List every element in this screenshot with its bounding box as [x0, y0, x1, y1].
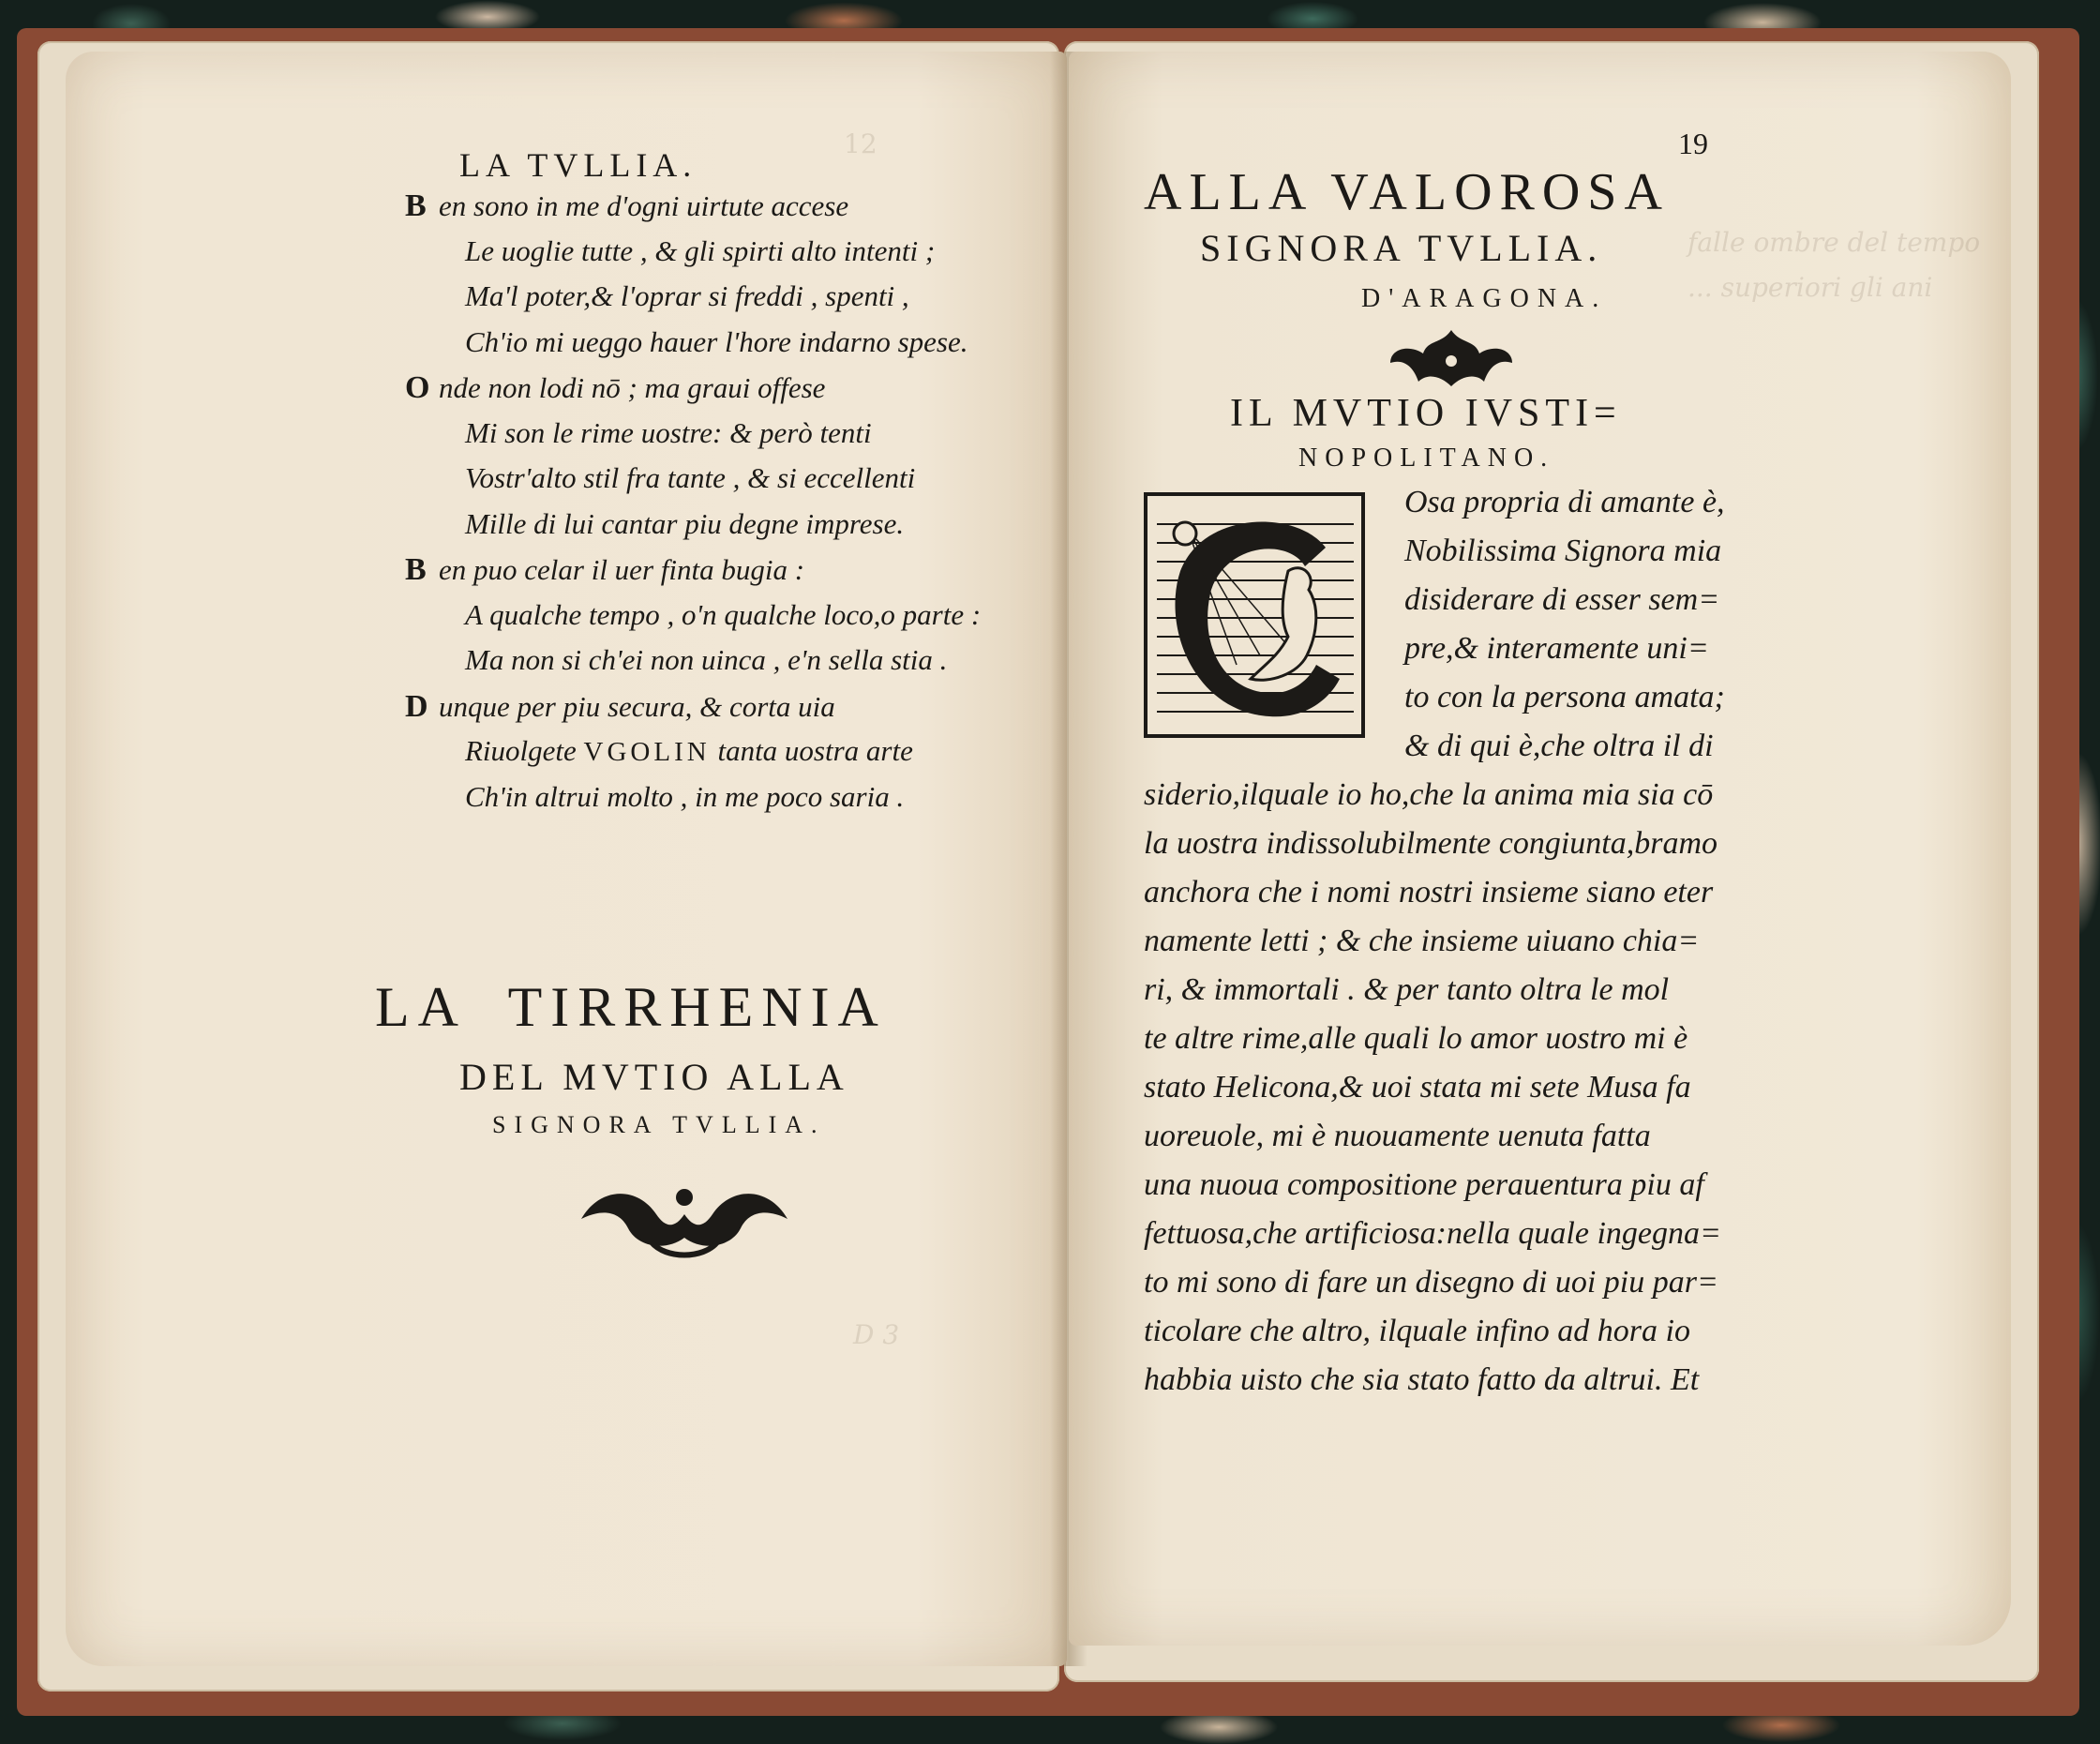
- drop-initial: D: [405, 688, 428, 724]
- prose-line: habbia uisto che sia stato fatto da altrui. Et: [1144, 1362, 1700, 1397]
- sonnet-line: Le uoglie tutte , & gli spirti alto intenti ;: [465, 233, 936, 267]
- running-header: LA TVLLIA.: [459, 146, 698, 184]
- prose-line: ri, & immortali . & per tanto oltra le mol: [1144, 972, 1670, 1007]
- drop-initial: O: [405, 370, 430, 405]
- sonnet-line: Ma'l poter,& l'oprar si freddi , spenti ,: [465, 279, 909, 312]
- sonnet-line: Vostr'alto stil fra tante , & si eccellenti: [465, 461, 916, 494]
- prose-line: to mi sono di fare un disegno di uoi piu par=: [1144, 1265, 1718, 1300]
- drop-initial: B: [405, 552, 427, 587]
- author-heading-2: NOPOLITANO.: [1298, 444, 1555, 473]
- smallcaps-name: VGOLIN: [583, 737, 711, 767]
- prose-line: Osa propria di amante è,: [1404, 485, 1725, 519]
- section-title: LA TIRRHENIA: [375, 976, 887, 1038]
- sonnet-line: B en puo celar il uer finta bugia :: [405, 552, 805, 587]
- dedication-subtitle: SIGNORA TVLLIA.: [1200, 227, 1603, 269]
- prose-line: disiderare di esser sem=: [1404, 582, 1720, 617]
- prose-line: stato Helicona,& uoi stata mi sete Musa fa: [1144, 1070, 1691, 1105]
- dedication-prose: [1144, 485, 1894, 1411]
- sonnet-line: Riuolgete VGOLIN tanta uostra arte: [465, 734, 913, 767]
- sonnet: [405, 188, 1039, 825]
- prose-line: uoreuole, mi è nuouamente uenuta fatta: [1144, 1119, 1651, 1153]
- dedication-title: ALLA VALOROSA: [1144, 163, 1670, 221]
- dedication-subtitle-2: D'ARAGONA.: [1361, 284, 1608, 313]
- sonnet-line: Ch'io mi ueggo hauer l'hore indarno spese.: [465, 324, 968, 358]
- sonnet-line: B en sono in me d'ogni uirtute accese: [405, 188, 849, 223]
- drop-initial: B: [405, 188, 427, 223]
- left-page: 12 D 3 LA TVLLIA. B en sono in me d'ogni uirtute accese Le uoglie tutte , & gli spirti alto intenti ; Ma'l poter,& l'oprar si freddi , spenti , Ch'io mi ueggo hauer l'hore indarno spese. O nde non lodi nō ; ma graui offese Mi son le rime uostre: & però tenti Vostr'alto stil fra tante , & si eccellenti Mille di lui cantar piu degne imprese. B en puo celar il uer finta bugia : A qualche tempo , o'n qualche loco,o parte : Ma non si ch'ei non uinca , e'n sella stia . D unque per piu secura, & corta uia Riuolgete VGOLIN tanta uostra arte Ch'in altrui molto , in me poco saria . LA TIRRHENIA DEL MVTIO ALLA SIGNORA TVLLIA.: [66, 52, 1067, 1666]
- prose-line: to con la persona amata;: [1404, 680, 1725, 714]
- sonnet-line: Mi son le rime uostre: & però tenti: [465, 415, 872, 449]
- sonnet-line: Mille di lui cantar piu degne imprese.: [465, 506, 905, 540]
- prose-line: Nobilissima Signora mia: [1404, 534, 1722, 568]
- ornament-fleuron-icon: [572, 1177, 797, 1261]
- right-page: falle ombre del tempo ... superiori gli ani 19 ALLA VALOROSA SIGNORA TVLLIA. D'ARAGONA. IL MVTIO IVSTI= NOPOLITANO. Osa propria di amante è, Nobilissima Signora mia disiderare di esser sem= pre,& interamente uni= to con la persona amata; & di qui è,che oltra il di siderio,ilquale io ho,che la anima mia sia cō la uostra indissolubilmente congiunta,bramo anchora che i nomi nostri insieme siano eter namente letti ; & che insieme uiuano chia= ri, & immortali . & per tanto oltra le mol te altre rime,alle quali lo amor uostro mi è stato Helicona,& uoi stata mi sete Musa fa uoreuole, mi è nuouamente uenuta fatta una nuoua compositione perauentura piu af fettuosa,che artificiosa:nella quale ingegna= to mi sono di fare un disegno di uoi piu par= ticolare che altro, ilquale infino ad hora io habbia uisto che sia stato fatto da altrui. Et: [1069, 52, 2011, 1646]
- section-subtitle-2: SIGNORA TVLLIA.: [492, 1111, 826, 1138]
- page-number: 19: [1678, 127, 1708, 160]
- prose-line: anchora che i nomi nostri insieme siano eter: [1144, 875, 1714, 910]
- sonnet-line: Ch'in altrui molto , in me poco saria .: [465, 779, 905, 813]
- section-subtitle: DEL MVTIO ALLA: [459, 1056, 849, 1098]
- author-heading: IL MVTIO IVSTI=: [1230, 392, 1622, 435]
- ornament-leaf-icon: [1386, 325, 1517, 391]
- prose-line: ticolare che altro, ilquale infino ad hora io: [1144, 1314, 1690, 1348]
- prose-line: siderio,ilquale io ho,che la anima mia sia cō: [1144, 777, 1714, 812]
- prose-line: pre,& interamente uni=: [1404, 631, 1709, 666]
- prose-line: namente letti ; & che insieme uiuano chia=: [1144, 924, 1700, 958]
- prose-line: te altre rime,alle quali lo amor uostro mi è: [1144, 1021, 1688, 1056]
- prose-line: la uostra indissolubilmente congiunta,bramo: [1144, 826, 1718, 861]
- sonnet-line: D unque per piu secura, & corta uia: [405, 688, 835, 724]
- sonnet-line: A qualche tempo , o'n qualche loco,o parte :: [465, 597, 982, 631]
- prose-line: una nuoua compositione perauentura piu af: [1144, 1167, 1704, 1202]
- prose-line: fettuosa,che artificiosa:nella quale ingegna=: [1144, 1216, 1721, 1251]
- prose-line: & di qui è,che oltra il di: [1404, 729, 1714, 763]
- sonnet-line: O nde non lodi nō ; ma graui offese: [405, 370, 826, 405]
- sonnet-line: Ma non si ch'ei non uinca , e'n sella stia .: [465, 643, 948, 676]
